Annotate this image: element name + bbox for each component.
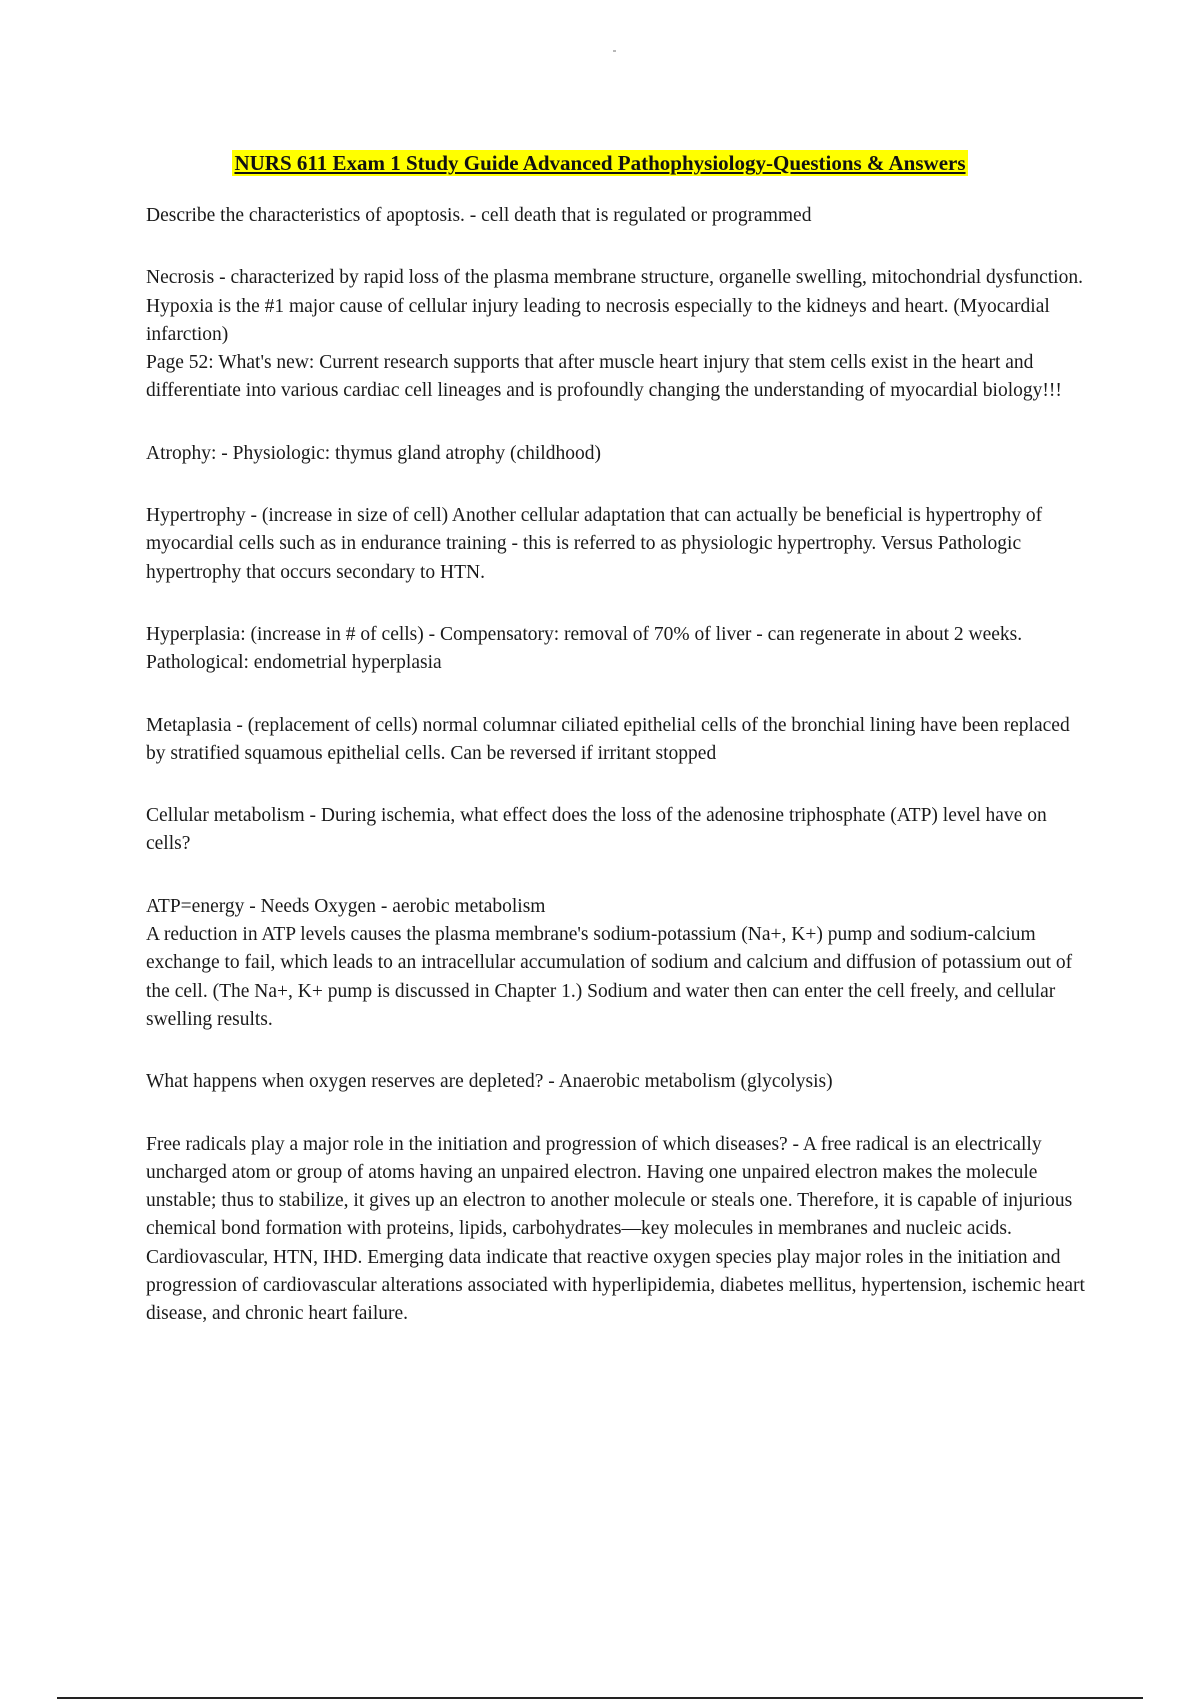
document-title: NURS 611 Exam 1 Study Guide Advanced Pathophysiology-Questions & Answers [234,151,966,175]
paragraph-hypertrophy: Hypertrophy - (increase in size of cell) Another cellular adaptation that can actually be beneficial is hypertrophy of myocardial cells such as in endurance training - this is referred to as physiologic hypertrophy. Versus Pathologic hypertrophy that occurs secondary to HTN. [146,505,1043,583]
paragraph-oxygen-depletion: What happens when oxygen reserves are depleted? - Anaerobic metabolism (glycolysis) [146,1071,833,1093]
paragraph-atrophy: Atrophy: - Physiologic: thymus gland atrophy (childhood) [146,442,601,464]
paragraph-apoptosis: Describe the characteristics of apoptosis. - cell death that is regulated or programmed [146,205,812,226]
paragraph-cardiovascular: Cardiovascular, HTN, IHD. Emerging data indicate that reactive oxygen species play major roles in the initiation and progression of cardiovascular alterations associated with hyperlipidemia, diabetes mellitus, hypertension, ischemic heart disease, and chronic heart failure. [146,1246,1085,1325]
title-container [0,150,1200,176]
paragraph-atp-reduction: A reduction in ATP levels causes the plasma membrane's sodium-potassium (Na+, K+) pump and sodium-calcium exchange to fail, which leads to an intracellular accumulation of sodium and calcium and diffusion of potassium out of the cell. (The Na+, K+ pump is discussed in Chapter 1.) Sodium and water then can enter the cell freely, and cellular swelling results. [146,924,1073,1030]
bottom-rule-divider [57,1697,1143,1699]
document-body [146,202,1086,1329]
paragraph-hyperplasia: Hyperplasia: (increase in # of cells) - Compensatory: removal of 70% of liver - can regenerate in about 2 weeks. Pathological: endometrial hyperplasia [146,623,1023,674]
paragraph-metaplasia: Metaplasia - (replacement of cells) normal columnar ciliated epithelial cells of the bronchial lining have been replaced by stratified squamous epithelial cells. Can be reversed if irritant stopped [146,714,1070,764]
scan-speck [613,50,616,52]
paragraph-free-radicals: Free radicals play a major role in the initiation and progression of which diseases? - A free radical is an electrically uncharged atom or group of atoms having an unpaired electron. Having one unpaired electron makes the molecule unstable; thus to stabilize, it gives up an electron to another molecule or steals one. Therefore, it is capable of injurious chemical bond formation with proteins, lipids, carbohydrates—key molecules in membranes and nucleic acids. [146,1133,1073,1240]
paragraph-page-52-note: Page 52: What's new: Current research supports that after muscle heart injury that stem cells exist in the heart and differentiate into various cardiac cell lineages and is profoundly changing the understanding of myocardial biology!!! [146,352,1062,402]
paragraph-atp-energy: ATP=energy - Needs Oxygen - aerobic metabolism [146,895,546,917]
paragraph-necrosis: Necrosis - characterized by rapid loss of the plasma membrane structure, organelle swelling, mitochondrial dysfunction. Hypoxia is the #1 major cause of cellular injury leading to necrosis especially to the kidneys and heart. (Myocardial infarction) [146,267,1083,345]
paragraph-cellular-metabolism: Cellular metabolism - During ischemia, what effect does the loss of the adenosine triphosphate (ATP) level have on cells? [146,805,1047,855]
